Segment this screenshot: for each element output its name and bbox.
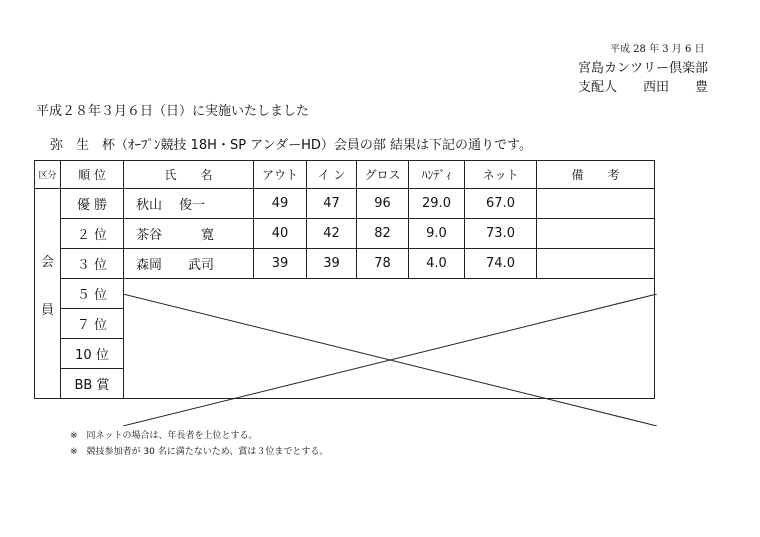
results-table [34,160,655,399]
empty-crossed-area [124,279,655,399]
note-line: ※ 同ネットの場合は、年長者を上位とする。 [70,431,258,441]
gross-score: 82 [357,219,409,249]
results-headline: 弥 生 杯（ｵｰﾌﾟﾝ競技 18H・SP アンダーHD）会員の部 結果は下記の通りです。 [50,138,533,153]
out-score: 49 [254,189,307,219]
rank-cell: ５ 位 [61,279,124,309]
header-handicap: ﾊﾝﾃﾞｨ [409,161,465,189]
category-label: 会 員 [40,255,54,318]
table-row [35,219,655,249]
handicap-value: 4.0 [409,249,465,279]
player-name: 森岡 武司 [124,249,254,279]
category-member [35,189,61,399]
net-score: 74.0 [465,249,537,279]
in-score: 47 [307,189,357,219]
net-score: 67.0 [465,189,537,219]
header-name: 氏 名 [124,161,254,189]
header-net: ネット [465,161,537,189]
in-score: 39 [307,249,357,279]
gross-score: 78 [357,249,409,279]
held-date-line: 平成２８年３月６日（日）に実施いたしました [36,104,310,119]
handicap-value: 29.0 [409,189,465,219]
club-name: 宮島カンツリー倶楽部 [578,61,709,76]
rank-cell: 10 位 [61,339,124,369]
manager-name: 支配人 西田 豊 [578,80,709,95]
header-in: イ ン [307,161,357,189]
header-category: 区分 [35,161,61,189]
table-row [35,249,655,279]
out-score: 39 [254,249,307,279]
remarks-cell [537,189,655,219]
gross-score: 96 [357,189,409,219]
remarks-cell [537,219,655,249]
notes [70,428,328,460]
rank-cell: 優 勝 [61,189,124,219]
rank-cell: ２ 位 [61,219,124,249]
header-gross: グロス [357,161,409,189]
handicap-value: 9.0 [409,219,465,249]
in-score: 42 [307,219,357,249]
out-score: 40 [254,219,307,249]
document-date: 平成 28 年 3 月 6 日 [610,44,705,55]
table-header-row [35,161,655,189]
net-score: 73.0 [465,219,537,249]
table-row [35,189,655,219]
table-row [35,279,655,309]
header-remarks: 備 考 [537,161,655,189]
player-name: 秋山 俊一 [124,189,254,219]
header-rank: 順 位 [61,161,124,189]
rank-cell: ７ 位 [61,309,124,339]
rank-cell: ３ 位 [61,249,124,279]
rank-cell: BB 賞 [61,369,124,399]
header-out: アウト [254,161,307,189]
note-line: ※ 競技参加者が 30 名に満たないため、賞は３位までとする。 [70,447,329,457]
remarks-cell [537,249,655,279]
player-name: 茶谷 寛 [124,219,254,249]
